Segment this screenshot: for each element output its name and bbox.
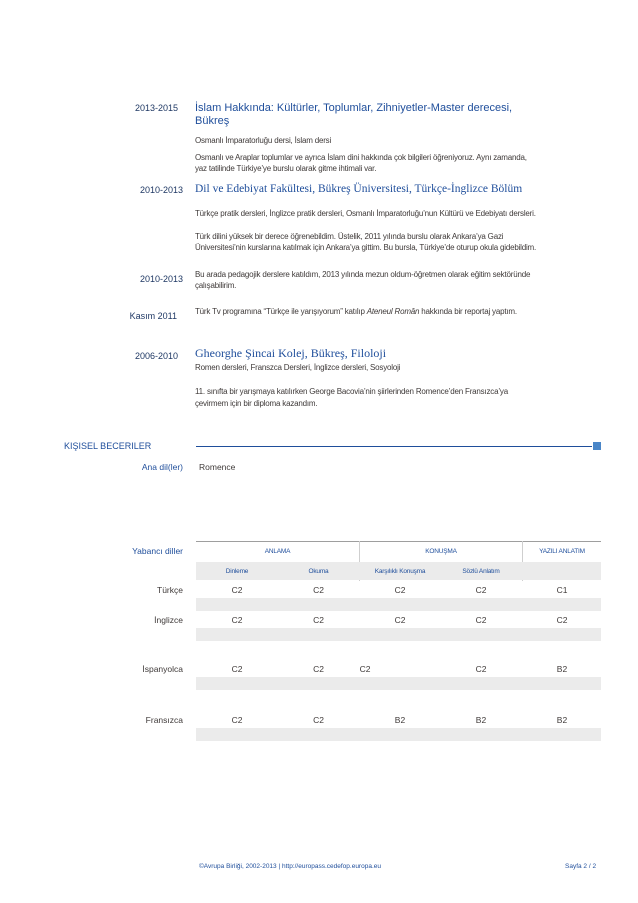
level-cell: B2 bbox=[556, 715, 568, 725]
tv-line-italic: Ateneul Român bbox=[366, 307, 420, 316]
level-cell: C2 bbox=[313, 664, 324, 674]
header-yazili: YAZILI ANLATIM bbox=[539, 548, 585, 555]
language-name: Türkçe bbox=[157, 585, 183, 595]
date-label: 2010-2013 bbox=[139, 274, 183, 284]
level-cell: C2 bbox=[556, 615, 568, 625]
description-line: Osmanlı ve Araplar toplumlar ve ayrıca İslam dini hakkında çok bilgileri öğreniyoruz. Aynı zamanda, bbox=[195, 153, 527, 162]
subheader-dinleme: Dinleme bbox=[225, 568, 249, 575]
subheader-okuma: Okuma bbox=[308, 568, 329, 575]
level-cell: C2 bbox=[231, 715, 243, 725]
row-shade bbox=[196, 728, 601, 741]
subheader-karsilikli: Karşılıklı Konuşma bbox=[374, 568, 426, 575]
tv-program-line bbox=[195, 306, 615, 317]
course-list: Romen dersleri, Franszca Dersleri, İnglizce dersleri, Sosyoloji bbox=[195, 363, 401, 372]
level-cell: C2 bbox=[231, 585, 243, 595]
description-line: çalışabilirim. bbox=[195, 281, 237, 290]
level-cell: B2 bbox=[394, 715, 406, 725]
level-cell: C2 bbox=[313, 615, 324, 625]
level-cell: C2 bbox=[359, 664, 371, 674]
row-shade bbox=[196, 628, 601, 641]
header-konusma: KONUŞMA bbox=[425, 548, 457, 555]
language-name: İnglizce bbox=[154, 615, 183, 625]
section-heading: KIŞISEL BECERILER bbox=[64, 441, 152, 451]
language-name: Fransızca bbox=[145, 715, 183, 725]
section-rule bbox=[196, 446, 592, 447]
level-cell: C2 bbox=[475, 664, 487, 674]
level-cell: C2 bbox=[231, 664, 243, 674]
level-cell: C2 bbox=[313, 585, 324, 595]
level-cell: C2 bbox=[475, 585, 487, 595]
row-shade bbox=[196, 677, 601, 690]
language-name: İspanyolca bbox=[142, 664, 183, 674]
level-cell: C2 bbox=[313, 715, 324, 725]
date-label: Kasım 2011 bbox=[129, 311, 177, 321]
date-label: 2010-2013 bbox=[139, 185, 183, 195]
description-line: çevirmem için bir diploma kazandım. bbox=[195, 399, 318, 408]
native-language-value: Romence bbox=[199, 462, 236, 472]
level-cell: C2 bbox=[394, 615, 406, 625]
section-marker-icon bbox=[593, 442, 601, 450]
school-title: Gheorghe Şincai Kolej, Bükreş, Filoloji bbox=[195, 346, 387, 360]
level-cell: C2 bbox=[475, 615, 487, 625]
date-label: 2013-2015 bbox=[134, 103, 178, 113]
faculty-title: Dil ve Edebiyat Fakültesi, Bükreş Üniversitesi, Türkçe-İnglizce Bölüm bbox=[195, 183, 523, 195]
footer-page-number: Sayfa 2 / 2 bbox=[565, 863, 597, 870]
description-line: Türk dilini yüksek bir derece öğrenebildim. Üstelik, 2011 yılında burslu olarak Ankara’ya Gazi bbox=[195, 232, 504, 241]
level-cell: C2 bbox=[394, 585, 406, 595]
degree-title-line2: Bükreş bbox=[195, 115, 230, 127]
course-list: Osmanlı İmparatorluğu dersi, İslam dersi bbox=[195, 136, 332, 145]
description-line: 11. sınıfta bir yarışmaya katılırken George Bacovia’nin şiirlerinden Romence’den Fransızca’ya bbox=[195, 387, 508, 396]
foreign-languages-label: Yabancı diller bbox=[132, 546, 183, 556]
level-cell: C2 bbox=[231, 615, 243, 625]
header-anlama: ANLAMA bbox=[264, 548, 291, 555]
degree-title-line1: İslam Hakkında: Kültürler, Toplumlar, Zihniyetler-Master derecesi, bbox=[195, 102, 513, 114]
subheader-sozlu: Sözlü Anlatım bbox=[462, 568, 500, 575]
date-label: 2006-2010 bbox=[134, 351, 178, 361]
level-cell: B2 bbox=[475, 715, 487, 725]
tv-line-text: Türk Tv programına “Türkçe ile yarışıyorum” katılıp bbox=[195, 307, 367, 316]
table-top-rule bbox=[196, 541, 601, 542]
row-shade bbox=[196, 598, 601, 611]
description-line: Üniversitesi’nin kurslarına katılmak için Ankara’ya gittim. Bu bursla, Türkiye’de oturup okula gidebildim. bbox=[195, 243, 537, 252]
description-line: yaz tatilinde Türkiye’ye burslu olarak gitme ihtimali var. bbox=[195, 164, 377, 173]
description-line: Bu arada pedagojik derslere katıldım, 2013 yılında mezun oldum-öğretmen olarak eğitim sektöründe bbox=[195, 270, 531, 279]
tv-line-text: hakkında bir reportaj yaptım. bbox=[419, 307, 517, 316]
level-cell: B2 bbox=[556, 664, 568, 674]
footer-copyright: ©Avrupa Birliği, 2002-2013 | http://europass.cedefop.europa.eu bbox=[199, 863, 381, 870]
description-line: Türkçe pratik dersleri, İnglizce pratik dersleri, Osmanlı İmparatorluğu’nun Kültürü ve Edebiyatı dersleri. bbox=[195, 209, 536, 218]
degree-title bbox=[195, 102, 615, 128]
level-cell: C1 bbox=[556, 585, 568, 595]
native-language-label: Ana dil(ler) bbox=[141, 462, 183, 472]
